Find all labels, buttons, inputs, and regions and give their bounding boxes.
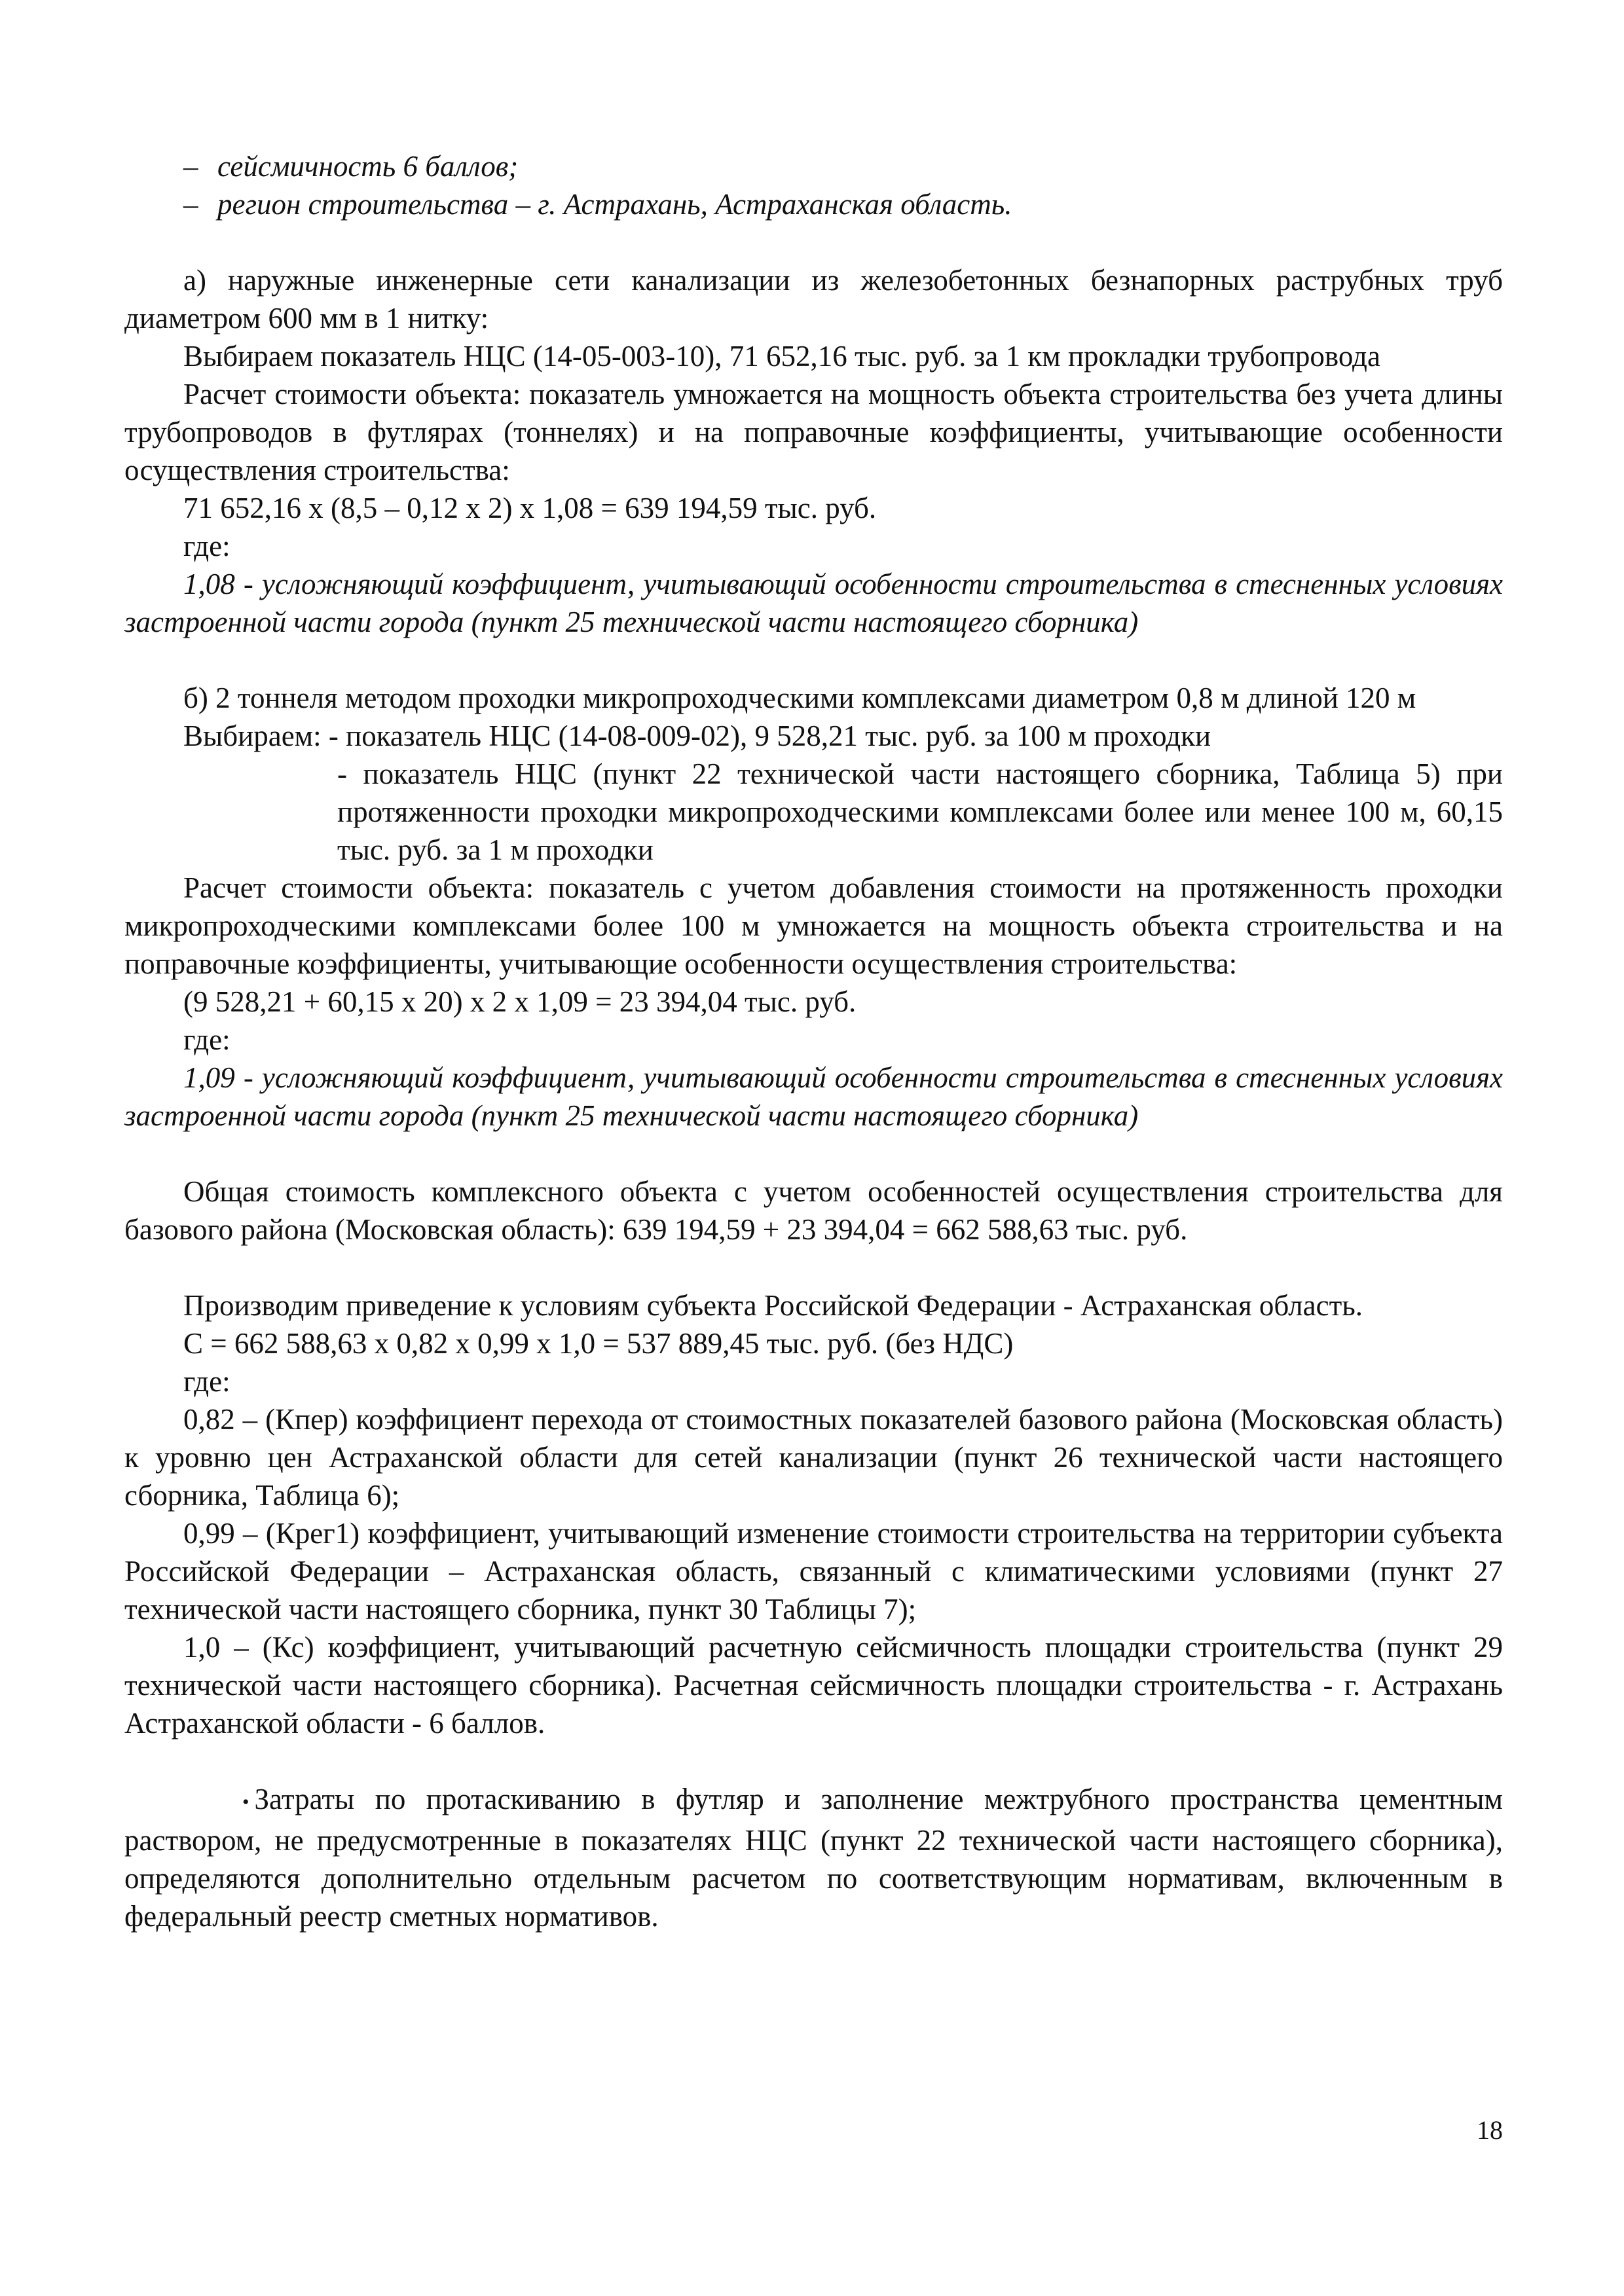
condition-region: – регион строительства – г. Астрахань, Астраханская область. — [183, 188, 1012, 221]
section-a-select: Выбираем показатель НЦС (14-05-003-10), 71 652,16 тыс. руб. за 1 км прокладки трубопровода — [183, 340, 1380, 373]
page-number: 18 — [1477, 2115, 1503, 2145]
section-b-select-1: Выбираем: - показатель НЦС (14-08-009-02), 9 528,21 тыс. руб. за 100 м проходки — [183, 720, 1211, 752]
section-a-note: 1,08 - усложняющий коэффициент, учитывающий особенности строительства в стесненных условиях застроенной части города (пункт 25 технической части настоящего сборника) — [124, 568, 1503, 638]
section-a-heading: а) наружные инженерные сети канализации из железобетонных безнапорных раструбных труб диаметром 600 мм в 1 нитку: — [124, 264, 1503, 335]
section-a-where: где: — [183, 530, 231, 562]
section-a-calc-intro: Расчет стоимости объекта: показатель умножается на мощность объекта строительства без учета длины трубопроводов в футлярах (тоннелях) и на поправочные коэффициенты, учитывающие особенности осуществления строительства: — [124, 378, 1503, 486]
region-where: где: — [183, 1365, 231, 1398]
section-b-formula: (9 528,21 + 60,15 х 20) х 2 х 1,09 = 23 394,04 тыс. руб. — [183, 985, 857, 1018]
region-coef-3: 1,0 – (Кс) коэффициент, учитывающий расчетную сейсмичность площадки строительства (пункт 29 технической части настоящего сборника). Расчетная сейсмичность площадки строительства - г. Астрахань Астраханской области - 6 баллов. — [124, 1631, 1503, 1740]
region-intro: Производим приведение к условиям субъекта Российской Федерации - Астраханская область. — [183, 1289, 1363, 1322]
section-b-where: где: — [183, 1023, 231, 1056]
section-b-note: 1,09 - усложняющий коэффициент, учитывающий особенности строительства в стесненных условиях застроенной части города (пункт 25 технической части настоящего сборника) — [124, 1061, 1503, 1132]
section-b-calc-intro: Расчет стоимости объекта: показатель с учетом добавления стоимости на протяженность проходки микропроходческими комплексами более 100 м умножается на мощность объекта строительства и на поправочные коэффициенты, учитывающие особенности осуществления строительства: — [124, 871, 1503, 980]
total-cost: Общая стоимость комплексного объекта с учетом особенностей осуществления строительства для базового района (Московская область): 639 194,59 + 23 394,04 = 662 588,63 тыс. руб. — [124, 1175, 1503, 1246]
section-b-heading: б) 2 тоннеля методом проходки микропроходческими комплексами диаметром 0,8 м длиной 120 м — [183, 682, 1416, 714]
document-page — [124, 147, 1503, 1935]
section-b-select-2: - показатель НЦС (пункт 22 технической части настоящего сборника, Таблица 5) при протяженности проходки микропроходческими комплексами более или менее 100 м, 60,15 тыс. руб. за 1 м проходки — [337, 757, 1503, 866]
region-formula: С = 662 588,63 х 0,82 х 0,99 х 1,0 = 537 889,45 тыс. руб. (без НДС) — [183, 1327, 1014, 1360]
condition-seismicity: – сейсмичность 6 баллов; — [183, 150, 519, 183]
section-a-formula: 71 652,16 х (8,5 – 0,12 х 2) х 1,08 = 639 194,59 тыс. руб. — [183, 492, 877, 524]
region-coef-1: 0,82 – (Кпер) коэффициент перехода от стоимостных показателей базового района (Московская область) к уровню цен Астраханской области для сетей канализации (пункт 26 технической части настоящего сборника, Таблица 6); — [124, 1403, 1503, 1512]
region-coef-2: 0,99 – (Крег1) коэффициент, учитывающий изменение стоимости строительства на территории субъекта Российской Федерации – Астраханская область, связанный с климатическими условиями (пункт 27 технической части настоящего сборника, пункт 30 Таблицы 7); — [124, 1517, 1503, 1626]
bullet-icon: • — [242, 1791, 249, 1813]
bullet-paragraph: • Затраты по протаскиванию в футляр и заполнение межтрубного пространства цементным раствором, не предусмотренные в показателях НЦС (пункт 22 технической части настоящего сборника), определяются дополнительно отдельным расчетом по соответствующим нормативам, включенным в федеральный реестр сметных нормативов. — [124, 1783, 1503, 1933]
